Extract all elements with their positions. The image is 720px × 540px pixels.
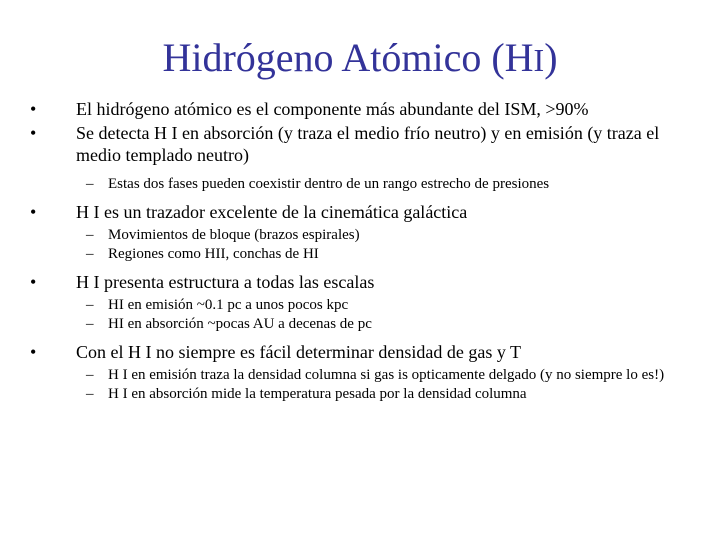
title-main: Hidrógeno Atómico (H (162, 35, 534, 80)
bullet-marker: • (30, 272, 37, 292)
sub-bullet-text: Movimientos de bloque (brazos espirales) (108, 227, 360, 243)
sub-bullet-marker: – (86, 386, 94, 402)
sub-bullet-text: Estas dos fases pueden coexistir dentro de un rango estrecho de presiones (108, 176, 550, 192)
bullet-item (30, 201, 700, 223)
bullet-list (30, 98, 700, 403)
sub-bullet-text: H I en emisión traza la densidad columna si gas is opticamente delgado (y no siempre lo es!) (108, 367, 665, 383)
sub-bullet-text: Regiones como HII, conchas de HI (108, 246, 319, 262)
bullet-item (30, 122, 700, 166)
sub-bullet-item (30, 246, 700, 263)
bullet-marker: • (30, 123, 37, 143)
sub-bullet-text: HI en absorción ~pocas AU a decenas de pc (108, 316, 372, 332)
sub-bullet-marker: – (86, 367, 94, 383)
sub-bullet-marker: – (86, 246, 94, 262)
bullet-text: Con el H I no siempre es fácil determinar densidad de gas y T (76, 342, 522, 362)
sub-bullet-item (30, 297, 700, 314)
sub-bullet-item (30, 176, 700, 193)
sub-bullet-marker: – (86, 297, 94, 313)
sub-bullet-item (30, 367, 700, 384)
bullet-item (30, 98, 700, 120)
title-roman-numeral: I (533, 42, 545, 78)
sub-bullet-item (30, 227, 700, 244)
sub-bullet-text: H I en absorción mide la temperatura pesada por la densidad columna (108, 386, 527, 402)
sub-bullet-item (30, 316, 700, 333)
sub-bullet-item (30, 386, 700, 403)
bullet-text: H I presenta estructura a todas las escalas (76, 272, 375, 292)
title-close-paren: ) (544, 35, 558, 80)
bullet-text: H I es un trazador excelente de la cinemática galáctica (76, 202, 468, 222)
sub-bullet-marker: – (86, 316, 94, 332)
sub-bullet-marker: – (86, 176, 94, 192)
bullet-marker: • (30, 202, 37, 222)
bullet-item (30, 341, 700, 363)
bullet-text: Se detecta H I en absorción (y traza el medio frío neutro) y en emisión (y traza el medio templado neutro) (76, 123, 660, 165)
slide-title (0, 30, 720, 88)
sub-bullet-marker: – (86, 227, 94, 243)
bullet-marker: • (30, 99, 37, 119)
bullet-marker: • (30, 342, 37, 362)
bullet-item (30, 271, 700, 293)
bullet-text: El hidrógeno atómico es el componente más abundante del ISM, >90% (76, 99, 589, 119)
sub-bullet-text: HI en emisión ~0.1 pc a unos pocos kpc (108, 297, 349, 313)
